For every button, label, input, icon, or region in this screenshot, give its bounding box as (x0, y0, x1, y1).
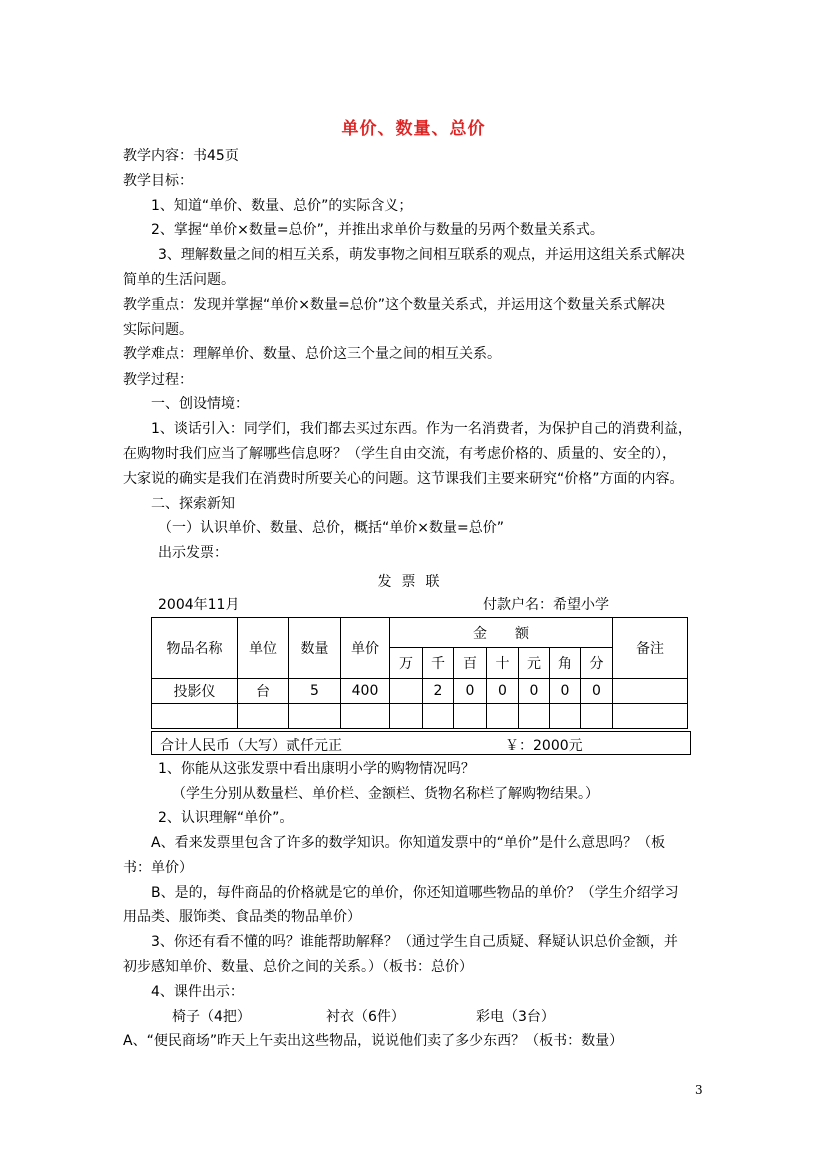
digit-header: 百 (454, 648, 487, 679)
digit-cell: 0 (581, 679, 613, 704)
digit-header: 十 (487, 648, 519, 679)
empty-cell (454, 704, 487, 729)
digit-header: 分 (581, 648, 613, 679)
empty-cell (289, 704, 341, 729)
empty-cell (341, 704, 390, 729)
digit-header: 元 (519, 648, 550, 679)
empty-cell (487, 704, 519, 729)
empty-cell (423, 704, 454, 729)
digit-header: 千 (423, 648, 454, 679)
text-line: 衬衣（6件） (326, 1009, 405, 1025)
empty-cell (613, 704, 688, 729)
text-line: 教学重点：发现并掌握“单价×数量=总价”这个数量关系式，并运用这个数量关系式解决 (123, 297, 665, 313)
text-line: 彩电（3台） (476, 1009, 555, 1025)
text-line: 在购物时我们应当了解哪些信息呀？（学生自由交流，有考虑价格的、质量的、安全的）， (123, 446, 676, 462)
text-line: 教学内容：书45页 (123, 148, 239, 164)
text-line: 1、知道“单价、数量、总价”的实际含义； (151, 198, 413, 214)
text-line: 椅子（4把） (172, 1009, 251, 1025)
digit-cell: 0 (487, 679, 519, 704)
invoice-title: 发票联 (377, 574, 450, 590)
text-line: 出示发票： (158, 545, 228, 561)
text-line: 用品类、服饰类、食品类的物品单价） (123, 909, 361, 925)
text-line: （一）认识单价、数量、总价，概括“单价×数量=总价” (158, 520, 504, 536)
digit-cell: 0 (550, 679, 581, 704)
text-line: （学生分别从数量栏、单价栏、金额栏、货物名称栏了解购物结果。） (172, 786, 599, 802)
text-line: 教学难点：理解单价、数量、总价这三个量之间的相互关系。 (123, 346, 501, 362)
empty-cell (581, 704, 613, 729)
digit-header: 角 (550, 648, 581, 679)
total-amount: ￥：2000元 (505, 738, 583, 754)
text-line: 3、理解数量之间的相互关系，萌发事物之间相互联系的观点，并运用这组关系式解决 (158, 247, 685, 263)
text-line: 4、课件出示： (151, 984, 244, 1000)
invoice-payer: 付款户名：希望小学 (483, 597, 609, 613)
digit-cell: 0 (454, 679, 487, 704)
empty-cell (390, 704, 423, 729)
page-number: 3 (695, 1083, 703, 1097)
text-line: 实际问题。 (123, 322, 193, 338)
text-line: 2、认识理解“单价”。 (158, 810, 294, 826)
header-unit-price: 单价 (341, 618, 390, 679)
text-line: 大家说的确实是我们在消费时所要关心的问题。这节课我们主要来研究“价格”方面的内容。 (123, 471, 684, 487)
header-unit: 单位 (238, 618, 289, 679)
text-line: 3、你还有看不懂的吗？谁能帮助解释？（通过学生自己质疑、释疑认识总价金额，并 (151, 934, 678, 950)
text-line: 二、探索新知 (151, 496, 235, 512)
text-line: A、“便民商场”昨天上午卖出这些物品，说说他们卖了多少东西？（板书：数量） (123, 1033, 624, 1049)
item-quantity-cell: 5 (289, 679, 341, 704)
text-line: 初步感知单价、数量、总价之间的关系。）（板书：总价） (123, 959, 473, 975)
page-title: 单价、数量、总价 (341, 119, 486, 139)
text-line: 1、谈话引入：同学们，我们都去买过东西。作为一名消费者，为保护自己的消费利益， (151, 421, 692, 437)
text-line: 2、掌握“单价×数量=总价”，并推出求单价与数量的另两个数量关系式。 (151, 222, 604, 238)
header-amount: 金 额 (390, 618, 613, 648)
text-line: 书：单价） (123, 860, 193, 876)
text-line: B、是的，每件商品的价格就是它的单价，你还知道哪些物品的单价？（学生介绍学习 (151, 885, 679, 901)
text-line: 简单的生活问题。 (123, 272, 235, 288)
item-price-cell: 400 (341, 679, 390, 704)
item-unit-cell: 台 (238, 679, 289, 704)
text-line: A、看来发票里包含了许多的数学知识。你知道发票中的“单价”是什么意思吗？（板 (151, 835, 666, 851)
table-row (152, 704, 688, 729)
invoice-total-row (151, 731, 691, 755)
header-quantity: 数量 (289, 618, 341, 679)
item-note-cell (613, 679, 688, 704)
invoice-table (151, 617, 688, 729)
empty-cell (152, 704, 238, 729)
total-uppercase: 合计人民币（大写）贰仟元正 (160, 738, 342, 754)
text-line: 1、你能从这张发票中看出康明小学的购物情况吗？ (158, 761, 475, 777)
table-row (152, 679, 688, 704)
item-name-cell: 投影仪 (152, 679, 238, 704)
header-item-name: 物品名称 (152, 618, 238, 679)
invoice-date: 2004年11月 (158, 597, 240, 613)
text-line: 一、创设情境： (151, 396, 249, 412)
empty-cell (238, 704, 289, 729)
digit-cell (390, 679, 423, 704)
text-line: 教学过程： (123, 372, 193, 388)
empty-cell (550, 704, 581, 729)
digit-cell: 2 (423, 679, 454, 704)
digit-cell: 0 (519, 679, 550, 704)
digit-header: 万 (390, 648, 423, 679)
empty-cell (519, 704, 550, 729)
header-note: 备注 (613, 618, 688, 679)
text-line: 教学目标： (123, 173, 193, 189)
